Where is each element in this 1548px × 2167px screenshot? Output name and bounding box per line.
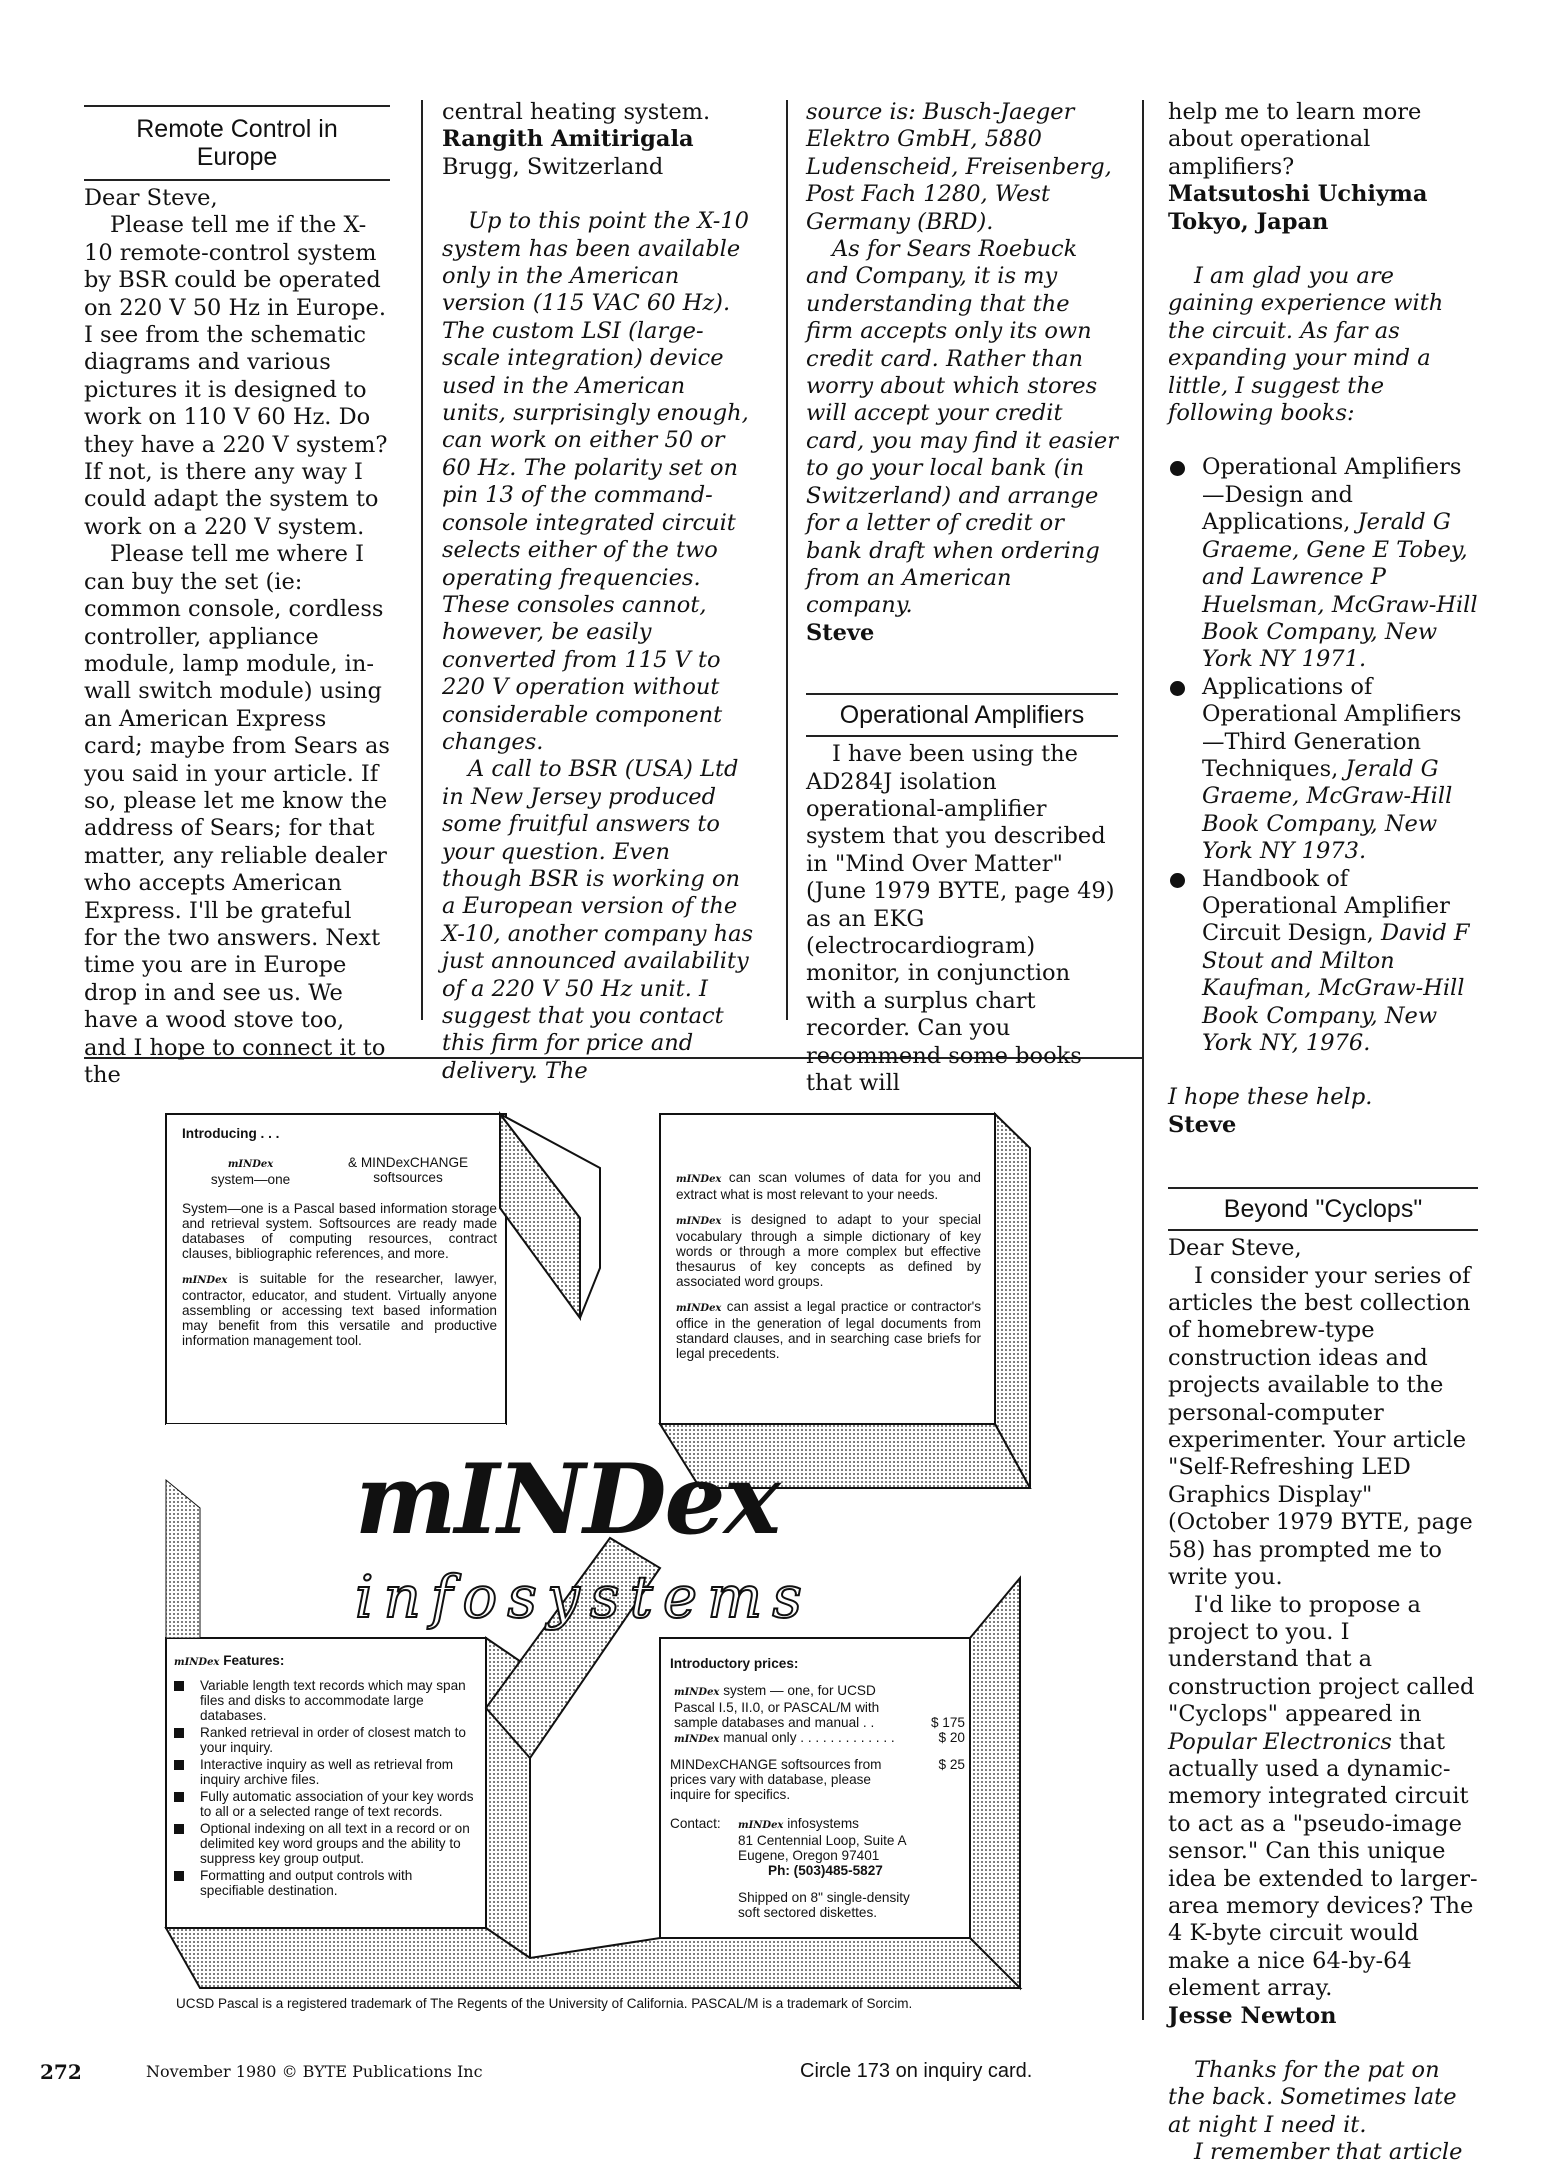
article-heading-cyclops: Beyond "Cyclops" [1168, 1187, 1478, 1231]
reply-paragraph: Up to this point the X-10 system has been available only in the American version (115 VAC 60 Hz). The custom LSI (large-scale integration) device used in the American units, surprisingly enough, can work on either 50 or 60 Hz. The polarity set on pin 13 of the command-console integrated circuit selects either of the two operating frequencies. These consoles cannot, however, be easily converted from 115 V to 220 V operation without considerable component changes. [442, 208, 749, 755]
letter-paragraph: I have been using the AD284J isolation operational-amplifier system that you described in "Mind Over Matter" (June 1979 BYTE, page 49) as an EKG (electrocardiogram) monitor, in conjunction with a surplus chart recorder. Can you recommend some books that will [806, 741, 1115, 1096]
book-item: Applications of Operational Amplifiers—Third Generation Techniques, Jerald G Graeme, McGraw-Hill Book Company, New York NY 1973. [1168, 674, 1478, 866]
column-rule-2 [786, 100, 788, 1020]
square-bullet-icon [174, 1871, 184, 1881]
ad-features-list [174, 1678, 479, 1898]
page-number: 272 [40, 2060, 82, 2084]
footer-issue: November 1980 © BYTE Publications Inc [146, 2062, 483, 2081]
ad-paragraph: mINDex can assist a legal practice or contractor's office in the generation of legal documents from standard clauses, and in searching case briefs for legal precedents. [676, 1299, 981, 1361]
book-item: Handbook of Operational Amplifier Circuit Design, David F Stout and Milton Kaufman, McGraw-Hill Book Company, New York NY, 1976. [1168, 866, 1478, 1058]
ad-prices-block [670, 1656, 965, 1930]
column-4 [1168, 99, 1478, 2167]
ad-features-block [174, 1653, 479, 1900]
footer-inquiry: Circle 173 on inquiry card. [800, 2060, 1033, 2082]
column-2 [442, 99, 754, 1085]
reply-paragraph: Thanks for the pat on the back. Sometimes late at night I need it. [1168, 2057, 1457, 2138]
article-heading-op-amps: Operational Amplifiers [806, 693, 1118, 737]
letter-paragraph: Please tell me where I can buy the set (ie: common console, cordless controller, appliance module, lamp module, in-wall switch module) using an American Express card; maybe from Sears as you said in your article. If so, please let me know the address of Sears; for that matter, any reliable dealer who accepts American Express. I'll be grateful for the two answers. Next time you are in Europe drop in and see us. We have a wood stove too, and I hope to connect it to the [84, 541, 390, 1088]
reply-closing: I hope these help. [1168, 1084, 1373, 1111]
article-heading-remote-control: Remote Control in Europe [84, 105, 390, 181]
ad-contact: Contact: mINDex infosystems 81 Centennial Loop, Suite A Eugene, Oregon 97401 Ph: (503)485-5827 [670, 1816, 907, 1878]
letter-continuation: central heating system. [442, 99, 711, 125]
square-bullet-icon [174, 1760, 184, 1770]
bullet-icon [1170, 681, 1185, 696]
feature-item: Formatting and output controls with specifiable destination. [174, 1868, 479, 1898]
feature-item: Variable length text records which may span files and disks to accommodate large databases. [174, 1678, 479, 1723]
square-bullet-icon [174, 1728, 184, 1738]
square-bullet-icon [174, 1792, 184, 1802]
reply-signature: Steve [1168, 1111, 1237, 1138]
ad-shipping-note: Shipped on 8" single-density soft sectored diskettes. [738, 1890, 910, 1920]
price-row: mINDex manual only . . . . . . . . . . . . . $ 20 [674, 1730, 965, 1745]
mindex-advertisement [160, 1108, 1060, 2018]
signature-place: Tokyo, Japan [1168, 208, 1329, 235]
signature-name: Jesse Newton [1168, 2002, 1337, 2029]
ad-trademark-note: UCSD Pascal is a registered trademark of The Regents of the University of California. PASCAL/M is a trademark of Sorcim. [176, 1996, 913, 2011]
signature-name: Matsutoshi Uchiyma [1168, 181, 1428, 208]
feature-item: Fully automatic association of your key words to all or a selected range of text records. [174, 1789, 479, 1819]
salutation: Dear Steve, [84, 185, 218, 211]
letter-paragraph: Please tell me if the X-10 remote-control system by BSR could be operated on 220 V 50 Hz in Europe. I see from the schematic diagrams and various pictures it is designed to work on 110 V 60 Hz. Do they have a 220 V system? If not, is there any way I could adapt the system to work on a 220 V system. [84, 212, 388, 540]
price-row: mINDex system — one, for UCSD Pascal I.5, II.0, or PASCAL/M with sample databases and manual . . $ 175 [674, 1683, 965, 1730]
column-rule-1 [421, 100, 423, 1020]
letter-continuation: help me to learn more about operational amplifiers? [1168, 99, 1422, 180]
ad-introducing: Introducing . . . [182, 1126, 280, 1141]
price-row: MINDexCHANGE softsources from prices vary with database, please inquire for specifics. $ 25 [670, 1757, 965, 1802]
reply-paragraph: As for Sears Roebuck and Company, it is my understanding that the firm accepts only its own credit card. Rather than worry about which stores will accept your credit card, you may find it easier to go your local bank (in Switzerland) and arrange for a letter of credit or bank draft when ordering from an American company. [806, 236, 1118, 619]
signature-name: Rangith Amitirigala [442, 126, 694, 153]
column-3 [806, 99, 1118, 1097]
column-1 [84, 105, 390, 1089]
reply-paragraph: A call to BSR (USA) Ltd in New Jersey produced some fruitful answers to your question. Even though BSR is working on a European version of the X-10, another company has just announced availability of a 220 V 50 Hz unit. I suggest that you contact this firm for price and delivery. The [442, 756, 754, 1084]
letter-paragraph: I'd like to propose a project to you. I understand that a construction project called "Cyclops" appeared in Popular Electronics that actually used a dynamic-memory integrated circuit to act as a "pseudo-image sensor." Can this unique idea be extended to larger-area memory devices? The 4 K-byte circuit would make a nice 64-by-64 element array. [1168, 1591, 1478, 2002]
ad-paragraph: System—one is a Pascal based information storage and retrieval system. Softsources are ready made databases of computing resources, contract clauses, bibliographic references, and more. [182, 1201, 497, 1261]
reply-paragraph: source is: Busch-Jaeger Elektro GmbH, 5880 Ludenscheid, Freisenberg, Post Fach 1280, West Germany (BRD). [806, 99, 1112, 235]
reply-signature: Steve [806, 619, 875, 646]
ad-paragraph: mINDex is designed to adapt to your special vocabulary through a simple dictionary of key words or through a more complex but effective thesaurus of key concepts as defined by associated word groups. [676, 1212, 982, 1289]
ad-intro-block [182, 1126, 497, 1358]
feature-item: Optional indexing on all text in a record or on delimited key word groups and the ability to suppress key group output. [174, 1821, 479, 1866]
bullet-icon [1170, 873, 1185, 888]
feature-item: Interactive inquiry as well as retrieval from inquiry archive files. [174, 1757, 479, 1787]
reply-paragraph: I remember that article [1194, 2139, 1463, 2166]
ad-prices-title: Introductory prices: [670, 1656, 799, 1671]
square-bullet-icon [174, 1824, 184, 1834]
ad-benefits-block [676, 1170, 981, 1371]
book-list [1168, 454, 1478, 1057]
ad-product-mindexchange: & MINDexCHANGE softsources [348, 1155, 469, 1185]
column-rule-3 [1142, 100, 1144, 2020]
ad-paragraph: mINDex is suitable for the researcher, lawyer, contractor, educator, and student. Virtually anyone assembling or accessing text based information may benefit from this versatile and productive information management tool. [182, 1271, 497, 1348]
ad-product-system-one: mINDex system—one [210, 1159, 291, 1187]
bullet-icon [1170, 461, 1185, 476]
reply-paragraph: I am glad you are gaining experience with the circuit. As far as expanding your mind a little, I suggest the following books: [1168, 263, 1444, 427]
infosystems-logo: infosystems [355, 1563, 812, 1631]
book-item: Operational Amplifiers —Design and Applications, Jerald G Graeme, Gene E Tobey, and Lawrence P Huelsman, McGraw-Hill Book Company, New York NY 1971. [1168, 454, 1478, 673]
ad-features-title: mINDex Features: [174, 1653, 285, 1668]
square-bullet-icon [174, 1681, 184, 1691]
letter-paragraph: I consider your series of articles the best collection of homebrew-type construction ideas and projects available to the personal-computer experimenter. Your article "Self-Refreshing LED Graphics Display" (October 1979 BYTE, page 58) has prompted me to write you. [1168, 1262, 1473, 1591]
feature-item: Ranked retrieval in order of closest match to your inquiry. [174, 1725, 479, 1755]
mindex-logo: mINDex [355, 1443, 779, 1556]
salutation: Dear Steve, [1168, 1235, 1302, 1262]
ad-paragraph: mINDex can scan volumes of data for you and extract what is most relevant to your needs. [676, 1170, 981, 1202]
signature-place: Brugg, Switzerland [442, 153, 664, 180]
